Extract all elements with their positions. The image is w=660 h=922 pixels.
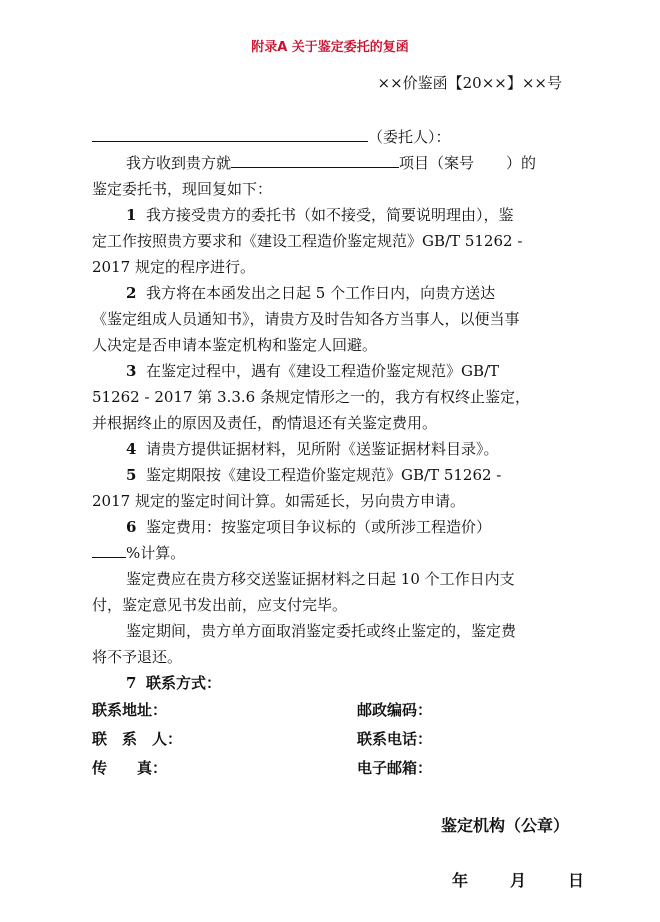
item-6-line-2 [92, 542, 185, 563]
item-7-line-1 [126, 672, 221, 693]
intro-text-1: 我方收到贵方就 [126, 154, 232, 172]
contact-address-label: 联系地址： [92, 701, 168, 719]
item-1-number: 1 [126, 206, 137, 224]
item-1-line-1 [126, 204, 514, 225]
contact-person-label: 联 系 人： [92, 730, 183, 748]
appendix-title: 附录A 关于鉴定委托的复函 [251, 40, 409, 55]
intro-text-2: 项目（案号 [399, 154, 475, 172]
item-2-line-2: 《鉴定组成人员通知书》，请贵方及时告知各方当事人，以便当事 [92, 310, 520, 328]
item-5-line-1 [126, 464, 501, 485]
item-5-number: 5 [126, 466, 137, 484]
percentage-blank [92, 542, 126, 558]
item-3-text-1: 在鉴定过程中，遇有《建设工程造价鉴定规范》GB/T [145, 362, 500, 380]
item-2-line-1 [126, 282, 495, 303]
item-2-number: 2 [126, 284, 137, 302]
item-6-text-1: 鉴定费用：按鉴定项目争议标的（或所涉工程造价） [145, 518, 491, 536]
addressee-suffix: （委托人）： [368, 128, 451, 146]
item-5-text-1: 鉴定期限按《建设工程造价鉴定规范》GB/T 51262 - [145, 466, 502, 484]
contact-phone-label: 联系电话： [357, 730, 433, 748]
seal-label: 鉴定机构（公章） [441, 816, 570, 835]
item-1-text-1: 我方接受贵方的委托书（如不接受，简要说明理由），鉴 [145, 206, 514, 224]
item-1-line-3: 2017 规定的程序进行。 [92, 258, 255, 276]
item-3-number: 3 [126, 362, 137, 380]
addressee-blank [92, 126, 368, 142]
addressee-line [92, 126, 451, 147]
date-month: 月 [510, 871, 527, 890]
item-6-line-1 [126, 516, 491, 537]
intro-text-3: ）的 [506, 154, 537, 172]
item-5-line-2: 2017 规定的鉴定时间计算。如需延长，另向贵方申请。 [92, 492, 465, 510]
refund-paragraph-line-1: 鉴定期间，贵方单方面取消鉴定委托或终止鉴定的，鉴定费 [126, 622, 517, 640]
item-2-text-1: 我方将在本函发出之日起 5 个工作日内，向贵方送达 [145, 284, 496, 302]
item-6-text-2: %计算。 [126, 544, 186, 562]
contact-fax-label: 传 真： [92, 759, 168, 777]
item-4-text-1: 请贵方提供证据材料，见所附《送鉴证据材料目录》。 [145, 440, 499, 458]
intro-line-2: 鉴定委托书，现回复如下： [92, 180, 273, 198]
intro-line-1 [126, 152, 536, 173]
item-3-line-3: 并根据终止的原因及责任，酌情退还有关鉴定费用。 [92, 414, 438, 432]
date-year: 年 [452, 871, 469, 890]
fee-paragraph-line-1: 鉴定费应在贵方移交送鉴证据材料之日起 10 个工作日内支 [126, 570, 515, 588]
item-4-line-1 [126, 438, 499, 459]
refund-paragraph-line-2: 将不予退还。 [92, 648, 183, 666]
document-number: ××价鉴函【20××】××号 [377, 74, 562, 92]
item-3-line-1 [126, 360, 499, 381]
project-name-blank [231, 152, 399, 168]
item-2-line-3: 人决定是否申请本鉴定机构和鉴定人回避。 [92, 336, 378, 354]
date-day: 日 [568, 871, 585, 890]
contact-email-label: 电子邮箱： [357, 759, 433, 777]
item-1-line-2: 定工作按照贵方要求和《建设工程造价鉴定规范》GB/T 51262 - [92, 232, 523, 250]
fee-paragraph-line-2: 付，鉴定意见书发出前，应支付完毕。 [92, 596, 348, 614]
item-7-number: 7 [126, 674, 137, 692]
item-4-number: 4 [126, 440, 137, 458]
item-6-number: 6 [126, 518, 137, 536]
contact-postcode-label: 邮政编码： [357, 701, 433, 719]
item-7-text-1: 联系方式： [145, 674, 221, 692]
item-3-line-2: 51262 - 2017 第 3.3.6 条规定情形之一的，我方有权终止鉴定， [92, 388, 530, 406]
